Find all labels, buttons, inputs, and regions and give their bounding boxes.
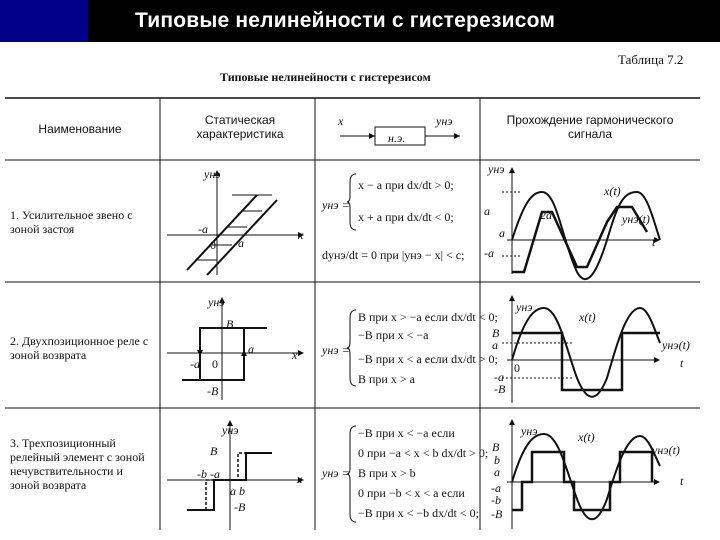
row1-eq-brace <box>346 172 358 232</box>
row3-harm-a: a <box>494 465 500 479</box>
row3-static-y: yнэ <box>222 423 239 437</box>
row2-eq-line2: −B при x < −a <box>358 328 429 342</box>
row3-eq-line4: 0 при −b < x < a если <box>358 486 465 500</box>
row1-static-y: yнэ <box>204 167 221 181</box>
row1-eq-line2: x + a при dx/dt < 0; <box>358 210 454 224</box>
header-harmonic: Прохождение гармонического сигнала <box>506 113 674 141</box>
row3-harm-yt: yнэ(t) <box>652 443 680 457</box>
row1-static-x: x <box>298 228 304 242</box>
row2-eq-line3: −B при x < a если dx/dt > 0; <box>358 352 498 366</box>
row2-harm-neg-a: -a <box>494 370 504 384</box>
row1-static-a: a <box>238 236 244 250</box>
row2-name: 2. Двухпозиционное реле с зоной возврата <box>10 334 149 362</box>
row3-name: 3. Трехпозиционный релейный элемент с зоной нечувствительности и зоной возврата <box>10 436 145 492</box>
row2-static-neg-a: -a <box>190 357 200 371</box>
row2-harm-b: B <box>492 326 500 340</box>
row1-harm-neg-a: -a <box>484 246 494 260</box>
row1-harm-a: a <box>484 204 490 218</box>
row2-static-zero: 0 <box>212 357 218 371</box>
row1-harm-y: yнэ <box>488 162 505 176</box>
row1-harm-yt: yнэ(t) <box>622 212 650 226</box>
row2-harm-t: t <box>680 356 684 370</box>
row3-eq-brace <box>346 424 358 524</box>
row1-eq-lhs: yнэ = <box>322 198 350 212</box>
row3-eq-lhs: yнэ = <box>322 466 350 480</box>
row3-harm-xt: x(t) <box>578 430 595 444</box>
row3-harm-b-big: B <box>492 440 500 454</box>
row2-harm-a: a <box>492 338 498 352</box>
row2-harmonic-plot <box>482 288 682 408</box>
row3-eq-line1: −B при x < −a если <box>358 426 455 440</box>
row2-static-plot <box>162 290 312 405</box>
row1-harmonic-plot <box>482 162 682 282</box>
row2-eq-brace <box>346 308 358 388</box>
row2-harm-neg-b: -B <box>494 382 506 396</box>
block-label: н.э. <box>388 131 406 145</box>
row1-harm-a-small: a <box>499 226 505 240</box>
row2-harm-y: yнэ <box>516 300 533 314</box>
row3-eq-line3: B при x > b <box>358 466 416 480</box>
row1-name: 1. Усилительное звено с зоной застоя <box>10 208 133 236</box>
row2-static-a: a <box>248 342 254 356</box>
row3-harm-b: b <box>494 453 500 467</box>
table-number: Таблица 7.2 <box>618 52 684 67</box>
row3-harm-neg-a: -a <box>491 481 501 495</box>
header-name: Наименование <box>38 122 122 136</box>
row1-eq-line3: dyнэ/dt = 0 при |yнэ − x| < c; <box>322 248 465 262</box>
row2-static-neg-b: -B <box>207 384 219 398</box>
row3-static-neg-b: -B <box>234 500 246 514</box>
row2-eq-line1: B при x > −a если dx/dt < 0; <box>358 310 498 324</box>
block-input: x <box>338 114 344 128</box>
row3-harm-neg-b-big: -B <box>491 507 503 521</box>
row3-static-b: B <box>210 444 218 458</box>
row1-harm-2a: 2a <box>540 208 552 222</box>
row2-static-y: yнэ <box>208 295 225 309</box>
row1-eq-line1: x − a при dx/dt > 0; <box>358 178 454 192</box>
header-static: Статическая характеристика <box>196 113 284 141</box>
row2-eq-line4: B при x > a <box>358 372 415 386</box>
row3-static-a-b: a b <box>230 484 245 498</box>
row3-harm-neg-b: -b <box>491 493 501 507</box>
row2-static-b: B <box>226 317 234 331</box>
row1-harm-xt: x(t) <box>604 184 621 198</box>
block-diagram <box>315 100 485 160</box>
row1-harm-t: t <box>652 235 656 249</box>
row1-static-plot <box>162 165 312 280</box>
row1-static-neg-a: -a <box>198 222 208 236</box>
row2-harm-zero: 0 <box>514 361 520 375</box>
slide-title: Типовые нелинейности с гистерезисом <box>135 9 556 32</box>
row3-harm-t: t <box>680 474 684 488</box>
table-caption: Типовые нелинейности с гистерезисом <box>220 70 431 84</box>
row2-harm-xt: x(t) <box>579 310 596 324</box>
row3-eq-line2: 0 при −a < x < b dx/dt > 0; <box>358 446 489 460</box>
row3-harm-y: yнэ <box>521 424 538 438</box>
row2-static-x: x <box>292 348 298 362</box>
block-output: yнэ <box>436 114 453 128</box>
row2-eq-lhs: yнэ = <box>322 343 350 357</box>
row2-harm-yt: yнэ(t) <box>662 338 690 352</box>
row1-static-zero: 0 <box>210 238 216 252</box>
row3-static-neg-b-neg-a: -b -a <box>197 467 220 481</box>
row3-static-x: x <box>297 472 303 486</box>
row3-eq-line5: −B при x < −b dx/dt < 0; <box>358 506 479 520</box>
